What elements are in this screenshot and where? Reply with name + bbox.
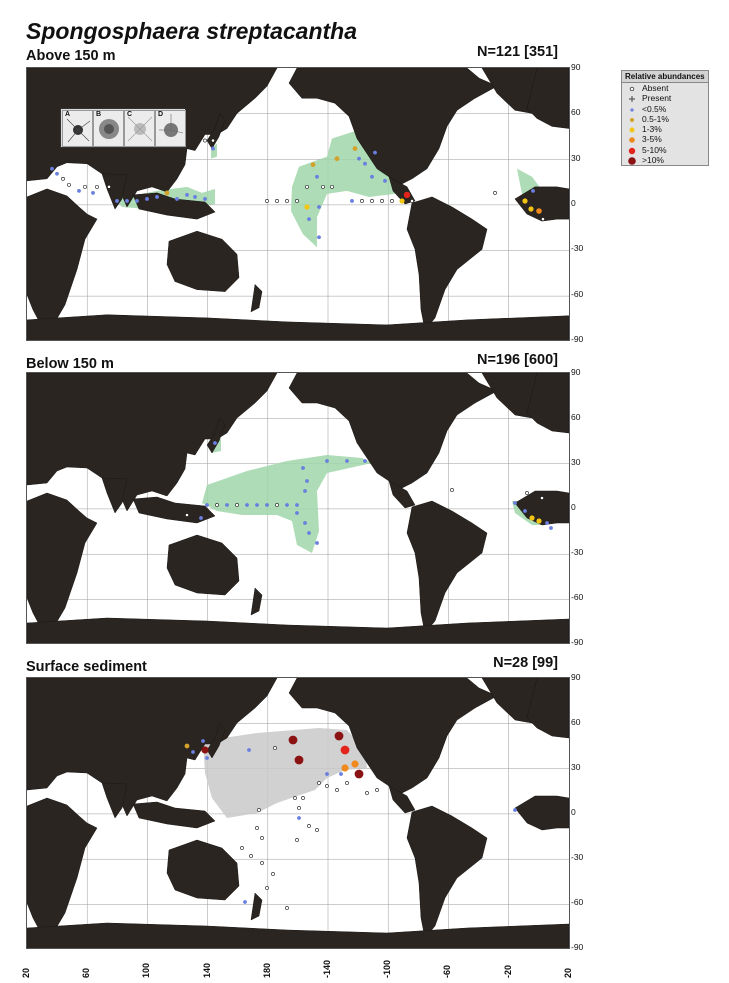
sample-marker[interactable]	[115, 199, 119, 203]
legend-symbol-icon	[628, 126, 638, 134]
sample-marker[interactable]	[67, 183, 70, 186]
longitude-tick: -100	[382, 959, 393, 978]
sample-marker[interactable]	[50, 167, 54, 171]
panel-n-below: N=196 [600]	[476, 352, 558, 368]
sample-marker[interactable]	[513, 501, 517, 505]
sample-marker[interactable]	[541, 217, 544, 220]
sample-marker[interactable]	[493, 191, 496, 194]
sample-marker[interactable]	[390, 199, 393, 202]
sample-marker[interactable]	[201, 739, 205, 743]
legend-symbol-icon	[628, 157, 638, 165]
latitude-tick: 30	[571, 762, 581, 772]
legend-label: <0.5%	[642, 103, 667, 114]
legend-title: Relative abundances	[622, 71, 708, 83]
sample-marker[interactable]	[205, 503, 209, 507]
sample-marker[interactable]	[357, 157, 361, 161]
legend-item	[622, 93, 708, 103]
sample-marker[interactable]	[273, 746, 276, 749]
legend-symbol-icon	[628, 116, 638, 124]
sample-marker[interactable]	[307, 217, 311, 221]
sample-marker[interactable]	[285, 199, 288, 202]
sample-marker[interactable]	[83, 185, 86, 188]
sample-marker[interactable]	[365, 791, 368, 794]
sample-marker[interactable]	[404, 192, 410, 198]
sample-marker[interactable]	[525, 491, 528, 494]
sample-marker[interactable]	[330, 185, 333, 188]
sample-marker[interactable]	[303, 489, 307, 493]
sample-marker[interactable]	[257, 808, 260, 811]
latitude-tick: -90	[571, 637, 584, 647]
panel-label-below: Below 150 m	[26, 356, 114, 372]
longitude-tick: -140	[322, 959, 332, 978]
longitude-tick: 20	[562, 967, 573, 978]
longitude-tick: 60	[81, 967, 92, 978]
sample-marker[interactable]	[191, 750, 195, 754]
latitude-tick: 90	[571, 62, 581, 72]
sample-marker[interactable]	[245, 503, 249, 507]
sample-marker[interactable]	[203, 139, 206, 142]
legend-symbol-icon	[628, 106, 638, 114]
sample-marker[interactable]	[350, 199, 354, 203]
legend-item	[622, 104, 708, 114]
sample-marker[interactable]	[399, 198, 404, 203]
legend-label: Absent	[642, 83, 669, 93]
sample-marker[interactable]	[185, 193, 189, 197]
latitude-tick: -30	[571, 547, 584, 557]
sample-marker[interactable]	[317, 205, 321, 209]
sample-marker[interactable]	[293, 796, 296, 799]
sample-marker[interactable]	[545, 521, 549, 525]
sample-marker[interactable]	[61, 177, 64, 180]
sample-marker[interactable]	[301, 796, 304, 799]
sample-marker[interactable]	[295, 511, 299, 515]
sample-marker[interactable]	[345, 459, 349, 463]
sample-marker[interactable]	[351, 760, 358, 767]
sample-marker[interactable]	[529, 515, 534, 520]
latitude-tick: 60	[571, 107, 581, 118]
sample-marker[interactable]	[55, 172, 59, 176]
latitude-tick: -60	[571, 288, 584, 299]
latitude-tick: 90	[571, 672, 581, 682]
sample-marker[interactable]	[325, 784, 328, 787]
sample-marker[interactable]	[125, 199, 129, 203]
sample-marker[interactable]	[335, 788, 338, 791]
sample-marker[interactable]	[247, 748, 251, 752]
legend-label: Present	[642, 93, 672, 104]
legend-item	[622, 145, 708, 155]
sample-marker[interactable]	[303, 521, 307, 525]
legend-label: 0.5-1%	[642, 113, 669, 124]
sample-marker[interactable]	[249, 854, 252, 857]
sample-marker[interactable]	[315, 175, 319, 179]
sample-marker[interactable]	[528, 206, 533, 211]
sample-marker[interactable]	[311, 162, 316, 167]
legend-symbol-icon	[628, 136, 638, 144]
latitude-tick: -60	[571, 592, 584, 602]
latitude-tick: 30	[571, 152, 581, 163]
figure-title: Spongosphaera streptacantha	[26, 18, 358, 44]
legend	[621, 70, 709, 166]
sample-marker[interactable]	[185, 513, 188, 516]
sample-marker[interactable]	[95, 185, 98, 188]
longitude-tick: -20	[502, 964, 513, 978]
sample-marker[interactable]	[243, 900, 247, 904]
sample-marker[interactable]	[375, 788, 378, 791]
latitude-tick: -60	[571, 897, 584, 907]
sample-marker[interactable]	[285, 503, 289, 507]
longitude-tick: 100	[141, 962, 152, 978]
sample-marker[interactable]	[341, 746, 350, 755]
legend-label: 5-10%	[642, 144, 667, 155]
sample-marker[interactable]	[522, 198, 527, 203]
sample-marker[interactable]	[211, 139, 214, 142]
panel-label-above: Above 150 m	[26, 48, 116, 64]
sample-marker[interactable]	[211, 147, 215, 151]
sample-marker[interactable]	[523, 509, 527, 513]
latitude-tick: -90	[571, 942, 584, 952]
panel-n-sediment: N=28 [99]	[493, 655, 558, 671]
sample-marker[interactable]	[260, 861, 263, 864]
sample-marker[interactable]	[285, 906, 288, 909]
sample-marker[interactable]	[363, 459, 367, 463]
map-surface-sediment[interactable]	[26, 677, 570, 949]
sample-marker[interactable]	[295, 199, 298, 202]
sample-marker[interactable]	[307, 531, 311, 535]
sample-marker[interactable]	[335, 156, 340, 161]
sample-marker[interactable]	[410, 199, 413, 202]
longitude-tick: 20	[21, 967, 31, 978]
sample-marker[interactable]	[165, 190, 170, 195]
sample-marker[interactable]	[255, 503, 259, 507]
legend-label: 3-5%	[642, 134, 662, 145]
sample-marker[interactable]	[225, 503, 229, 507]
sample-marker[interactable]	[255, 826, 258, 829]
sample-marker[interactable]	[549, 526, 553, 530]
sample-marker[interactable]	[307, 824, 310, 827]
sample-marker[interactable]	[155, 195, 159, 199]
panel-label-sediment: Surface sediment	[26, 659, 147, 675]
longitude-tick: 180	[261, 962, 272, 978]
legend-item	[622, 134, 708, 144]
sample-marker[interactable]	[305, 479, 309, 483]
sample-marker[interactable]	[297, 806, 300, 809]
legend-symbol-icon	[628, 95, 638, 103]
sample-marker[interactable]	[325, 459, 329, 463]
sample-marker[interactable]	[353, 146, 358, 151]
sample-marker[interactable]	[260, 836, 263, 839]
sample-marker[interactable]	[370, 199, 373, 202]
sample-marker[interactable]	[203, 197, 207, 201]
sample-marker[interactable]	[339, 772, 343, 776]
sample-marker[interactable]	[373, 151, 377, 155]
latitude-tick: 60	[571, 412, 581, 422]
specimen-image-a: A	[62, 110, 93, 147]
sample-marker[interactable]	[317, 235, 321, 239]
sample-marker[interactable]	[341, 764, 348, 771]
sample-marker[interactable]	[345, 781, 348, 784]
sample-marker[interactable]	[363, 162, 367, 166]
latitude-tick: 60	[571, 717, 581, 727]
sample-marker[interactable]	[77, 189, 81, 193]
sample-marker[interactable]	[199, 516, 203, 520]
sample-marker[interactable]	[325, 772, 329, 776]
sample-marker[interactable]	[107, 185, 110, 188]
sample-marker[interactable]	[265, 886, 268, 889]
sample-marker[interactable]	[175, 197, 179, 201]
map-canvas	[27, 373, 569, 644]
sample-marker[interactable]	[321, 185, 324, 188]
sample-marker[interactable]	[297, 816, 301, 820]
sample-marker[interactable]	[304, 204, 309, 209]
latitude-tick: 30	[571, 457, 581, 467]
panel-n-above: N=121 [351]	[476, 44, 558, 60]
sample-marker[interactable]	[301, 466, 305, 470]
sample-marker[interactable]	[536, 518, 541, 523]
sample-marker[interactable]	[315, 541, 319, 545]
legend-symbol-icon	[628, 147, 638, 155]
sample-marker[interactable]	[317, 781, 320, 784]
sample-marker[interactable]	[185, 744, 190, 749]
latitude-tick: -30	[571, 852, 584, 862]
sample-marker[interactable]	[265, 503, 269, 507]
sample-marker[interactable]	[271, 872, 274, 875]
sample-marker[interactable]	[135, 199, 139, 203]
longitude-tick: 140	[201, 962, 212, 978]
sample-marker[interactable]	[213, 441, 217, 445]
latitude-tick: 0	[571, 807, 576, 817]
legend-item	[622, 124, 708, 134]
sample-marker[interactable]	[536, 208, 542, 214]
legend-item	[622, 114, 708, 124]
sample-marker[interactable]	[295, 838, 298, 841]
legend-item	[622, 155, 708, 165]
sample-marker[interactable]	[145, 197, 149, 201]
specimen-image-c: C	[124, 110, 155, 147]
sample-marker[interactable]	[265, 199, 268, 202]
sample-marker[interactable]	[370, 175, 374, 179]
sample-marker[interactable]	[450, 488, 453, 491]
sample-marker[interactable]	[235, 503, 238, 506]
sample-marker[interactable]	[335, 732, 344, 741]
latitude-tick: 90	[571, 367, 581, 377]
legend-symbol-icon	[628, 85, 638, 93]
sample-marker[interactable]	[201, 746, 208, 753]
specimen-image-d: D	[155, 110, 186, 147]
latitude-tick: 0	[571, 502, 576, 512]
specimen-inset	[60, 108, 186, 148]
sample-marker[interactable]	[305, 185, 308, 188]
sample-marker[interactable]	[380, 199, 383, 202]
latitude-tick: -30	[571, 243, 584, 254]
sample-marker[interactable]	[275, 503, 278, 506]
sample-marker[interactable]	[193, 195, 197, 199]
sample-marker[interactable]	[289, 736, 298, 745]
legend-label: 1-3%	[642, 124, 662, 135]
map-below-150m[interactable]	[26, 372, 570, 644]
sample-marker[interactable]	[383, 179, 387, 183]
map-canvas	[27, 678, 569, 949]
sample-marker[interactable]	[240, 846, 243, 849]
sample-marker[interactable]	[205, 756, 209, 760]
specimen-image-b: B	[93, 110, 124, 147]
sample-marker[interactable]	[275, 199, 278, 202]
latitude-tick: 0	[571, 198, 576, 208]
legend-label: >10%	[642, 155, 664, 166]
latitude-tick: -90	[571, 334, 584, 344]
sample-marker[interactable]	[295, 756, 304, 765]
sample-marker[interactable]	[355, 770, 364, 779]
sample-marker[interactable]	[315, 828, 318, 831]
sample-marker[interactable]	[91, 191, 95, 195]
sample-marker[interactable]	[295, 503, 299, 507]
sample-marker[interactable]	[531, 189, 535, 193]
longitude-tick: -60	[442, 964, 453, 978]
legend-item	[622, 83, 708, 93]
sample-marker[interactable]	[540, 496, 543, 499]
sample-marker[interactable]	[360, 199, 363, 202]
sample-marker[interactable]	[215, 503, 218, 506]
sample-marker[interactable]	[513, 808, 517, 812]
